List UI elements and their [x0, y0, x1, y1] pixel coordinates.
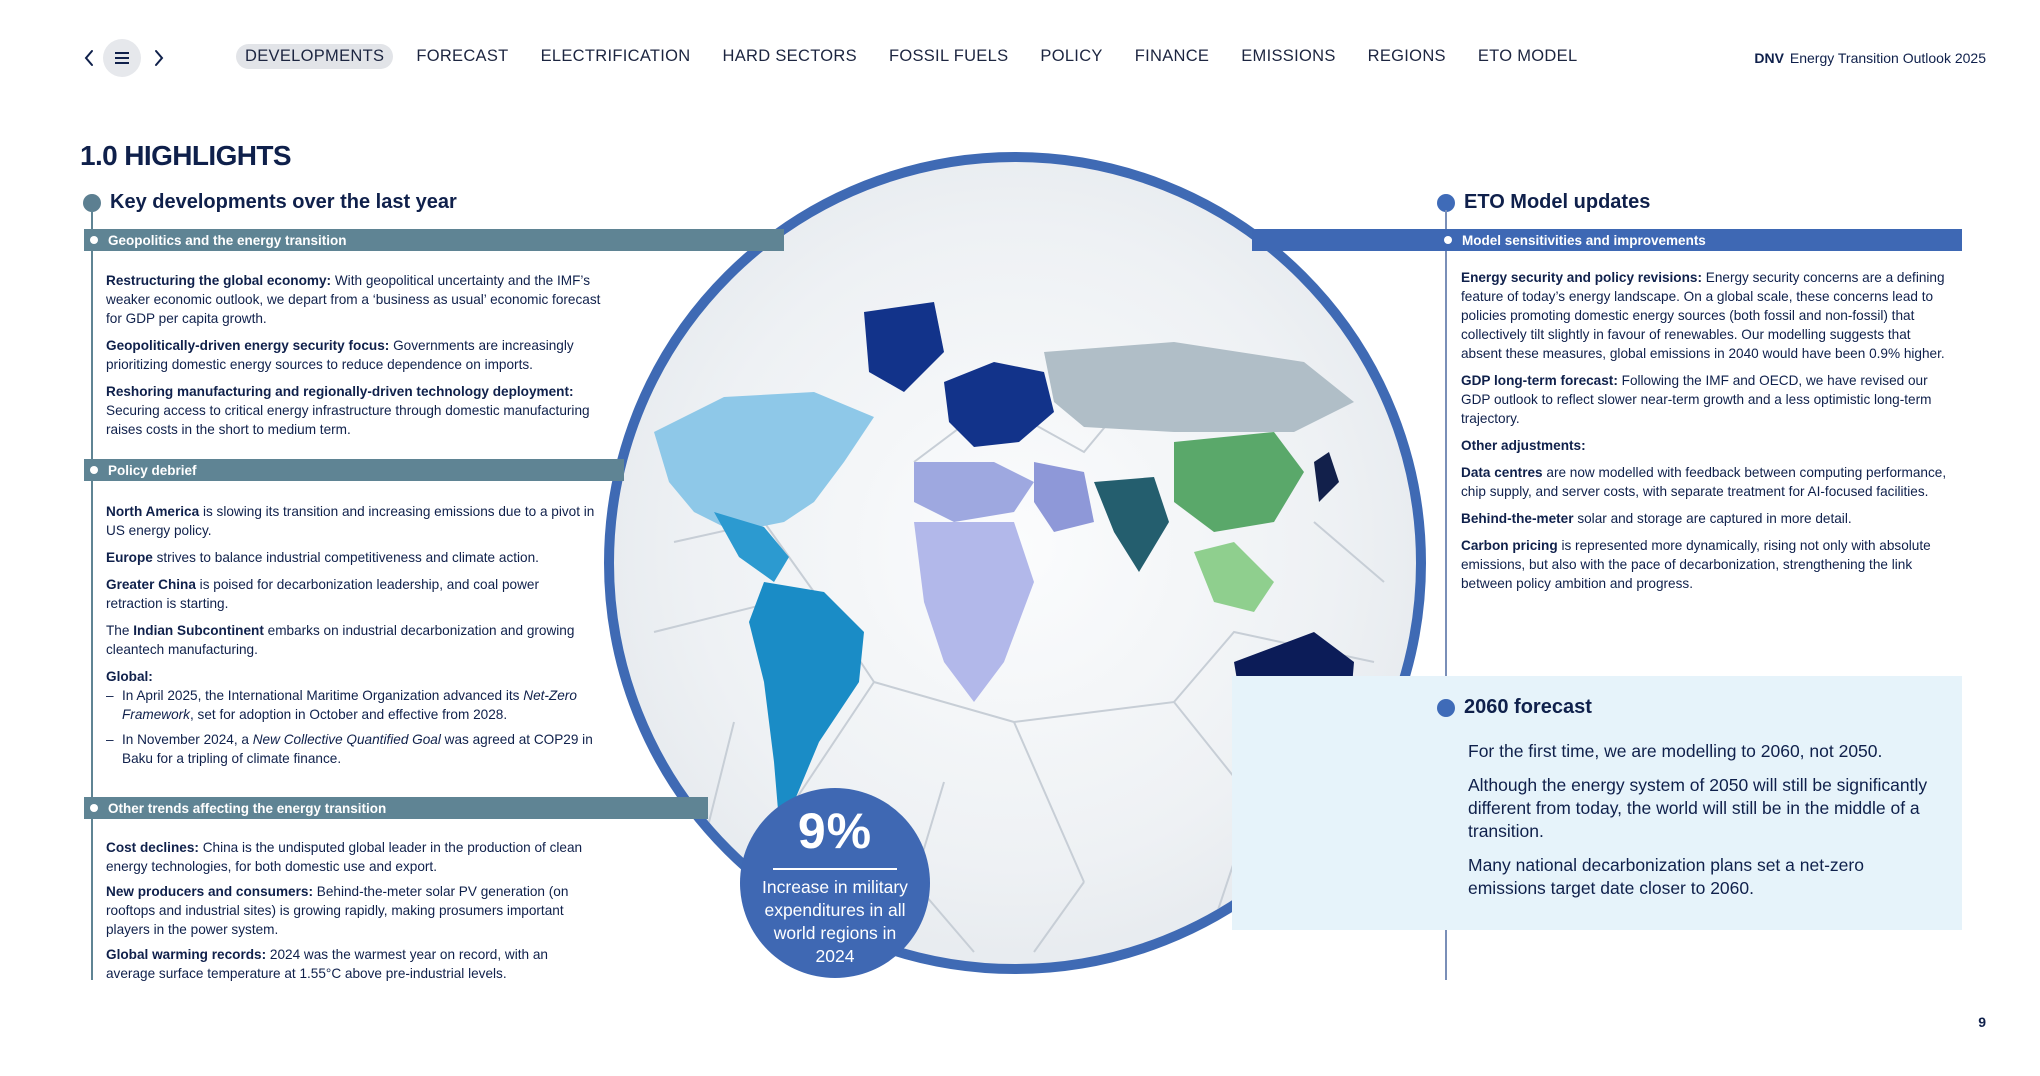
heading-dot-icon	[83, 194, 101, 212]
menu-icon	[115, 52, 129, 54]
policy-item: Europe strives to balance industrial competitiveness and climate action.	[106, 550, 539, 565]
global-label: Global:	[106, 669, 153, 684]
global-item: – In April 2025, the International Maritime Organization advanced its Net-Zero Framework, set for adoption in October and effective from 2028.	[106, 688, 577, 722]
eto-model-updates-heading	[1437, 191, 1650, 214]
forecast-title: 2060 forecast	[1464, 696, 1592, 718]
tab-electrification[interactable]: ELECTRIFICATION	[540, 47, 691, 65]
policy-item: The Indian Subcontinent embarks on industrial decarbonization and growing cleantech manufacturing.	[106, 623, 575, 657]
adjustment-item: Data centres are now modelled with feedback between computing performance, chip supply, and server costs, with separate treatment for AI-focused facilities.	[1461, 465, 1947, 499]
policy-bar	[84, 459, 624, 481]
brand-title[interactable]	[1754, 50, 1986, 66]
key-developments-heading	[83, 191, 457, 214]
model-item: GDP long-term forecast: Following the IMF and OECD, we have revised our GDP outlook to reflect slower near-term growth and a less optimistic long-term trajectory.	[1461, 373, 1932, 426]
forward-arrow-icon[interactable]	[148, 46, 170, 70]
other-trends-bar-label: Other trends affecting the energy transition	[108, 800, 387, 816]
tab-emissions[interactable]: EMISSIONS	[1241, 47, 1336, 65]
bar-dot-icon	[90, 466, 98, 474]
tab-regions[interactable]: REGIONS	[1367, 47, 1446, 65]
geopolitics-item: Geopolitically-driven energy security focus: Governments are increasingly prioritizing domestic energy sources to reduce dependence on imports.	[106, 338, 574, 372]
model-item: Energy security and policy revisions: Energy security concerns are a defining feature of today’s energy landscape. On a global scale, these concerns lead to policies promoting domestic energy sources (both fossil and non-fossil) that collectively tilt slightly in favour of renewables. Our modelling suggests that absent these measures, global emissions in 2040 would have been 0.9% higher.	[1461, 270, 1945, 361]
nav-tabs	[236, 44, 1600, 69]
forecast-paragraph: Although the energy system of 2050 will still be significantly different from today, the world will still be in the middle of a transition.	[1468, 775, 1928, 841]
trend-item: Cost declines: China is the undisputed global leader in the production of clean energy technologies, for both domestic use and export.	[106, 840, 583, 874]
policy-item: Greater China is poised for decarbonization leadership, and coal power retraction is starting.	[106, 577, 539, 611]
tab-hard-sectors[interactable]: HARD SECTORS	[722, 47, 857, 65]
brand-publication: Energy Transition Outlook 2025	[1789, 50, 1986, 66]
policy-text	[106, 502, 596, 774]
page-number: 9	[1978, 1014, 1986, 1030]
geopolitics-bar	[84, 229, 784, 251]
adjustment-item: Carbon pricing is represented more dynamically, rising not only with absolute emissions, but also with the pace of decarbonization, strengthening the link between policy ambition and progress.	[1461, 538, 1931, 591]
tab-finance[interactable]: FINANCE	[1134, 47, 1210, 65]
heading-dot-icon	[1437, 194, 1455, 212]
other-adjustments-label: Other adjustments:	[1461, 438, 1586, 453]
top-nav	[0, 38, 2040, 78]
heading-dot-icon	[1437, 699, 1455, 717]
model-sensitivities-bar	[1252, 229, 1962, 251]
other-trends-text	[106, 838, 596, 983]
policy-bar-label: Policy debrief	[108, 462, 197, 478]
menu-button[interactable]	[103, 39, 141, 77]
trend-item: New producers and consumers: Behind-the-meter solar PV generation (on rooftops and industrial sites) is growing rapidly, making prosumers important players in the power system.	[106, 884, 569, 937]
geopolitics-bar-label: Geopolitics and the energy transition	[108, 232, 347, 248]
stat-divider	[773, 868, 897, 870]
forecast-text	[1468, 740, 1928, 911]
tab-fossil-fuels[interactable]: FOSSIL FUELS	[888, 47, 1009, 65]
policy-item: North America is slowing its transition and increasing emissions due to a pivot in US energy policy.	[106, 504, 595, 538]
stat-label: Increase in military expenditures in all world regions in 2024	[762, 877, 908, 966]
geopolitics-item: Reshoring manufacturing and regionally-driven technology deployment: Securing access to critical energy infrastructure through domestic manufacturing raises costs in the short to medium term.	[106, 384, 590, 437]
bar-dot-icon	[1444, 236, 1452, 244]
bar-dot-icon	[90, 804, 98, 812]
tab-forecast[interactable]: FORECAST	[416, 47, 509, 65]
trend-item: Global warming records: 2024 was the warmest year on record, with an average surface temperature at 1.55°C above pre-industrial levels.	[106, 947, 548, 981]
model-updates-text	[1461, 268, 1951, 601]
back-arrow-icon[interactable]	[78, 46, 100, 70]
page-title: 1.0 HIGHLIGHTS	[80, 140, 291, 171]
tab-policy[interactable]: POLICY	[1040, 47, 1103, 65]
key-developments-title: Key developments over the last year	[110, 191, 457, 213]
brand-logo: DNV	[1754, 50, 1784, 66]
forecast-heading	[1437, 696, 1592, 719]
other-trends-bar	[84, 797, 708, 819]
bar-dot-icon	[90, 236, 98, 244]
eto-model-updates-title: ETO Model updates	[1464, 191, 1651, 213]
model-sensitivities-bar-label: Model sensitivities and improvements	[1462, 232, 1706, 248]
tab-developments[interactable]: DEVELOPMENTS	[236, 44, 393, 69]
forecast-paragraph: For the first time, we are modelling to 2060, not 2050.	[1468, 741, 1883, 761]
geopolitics-text	[106, 271, 616, 447]
global-item: – In November 2024, a New Collective Quantified Goal was agreed at COP29 in Baku for a tripling of climate finance.	[106, 732, 593, 766]
military-expenditure-stat	[740, 788, 930, 978]
left-timeline-line	[91, 210, 93, 980]
adjustment-item: Behind-the-meter solar and storage are captured in more detail.	[1461, 511, 1852, 526]
geopolitics-item: Restructuring the global economy: With geopolitical uncertainty and the IMF’s weaker economic outlook, we depart from a ‘business as usual’ economic forecast for GDP per capita growth.	[106, 273, 601, 326]
forecast-paragraph: Many national decarbonization plans set a net-zero emissions target date closer to 2060.	[1468, 855, 1864, 898]
tab-eto-model[interactable]: ETO MODEL	[1477, 47, 1578, 65]
stat-value: 9%	[797, 803, 873, 859]
